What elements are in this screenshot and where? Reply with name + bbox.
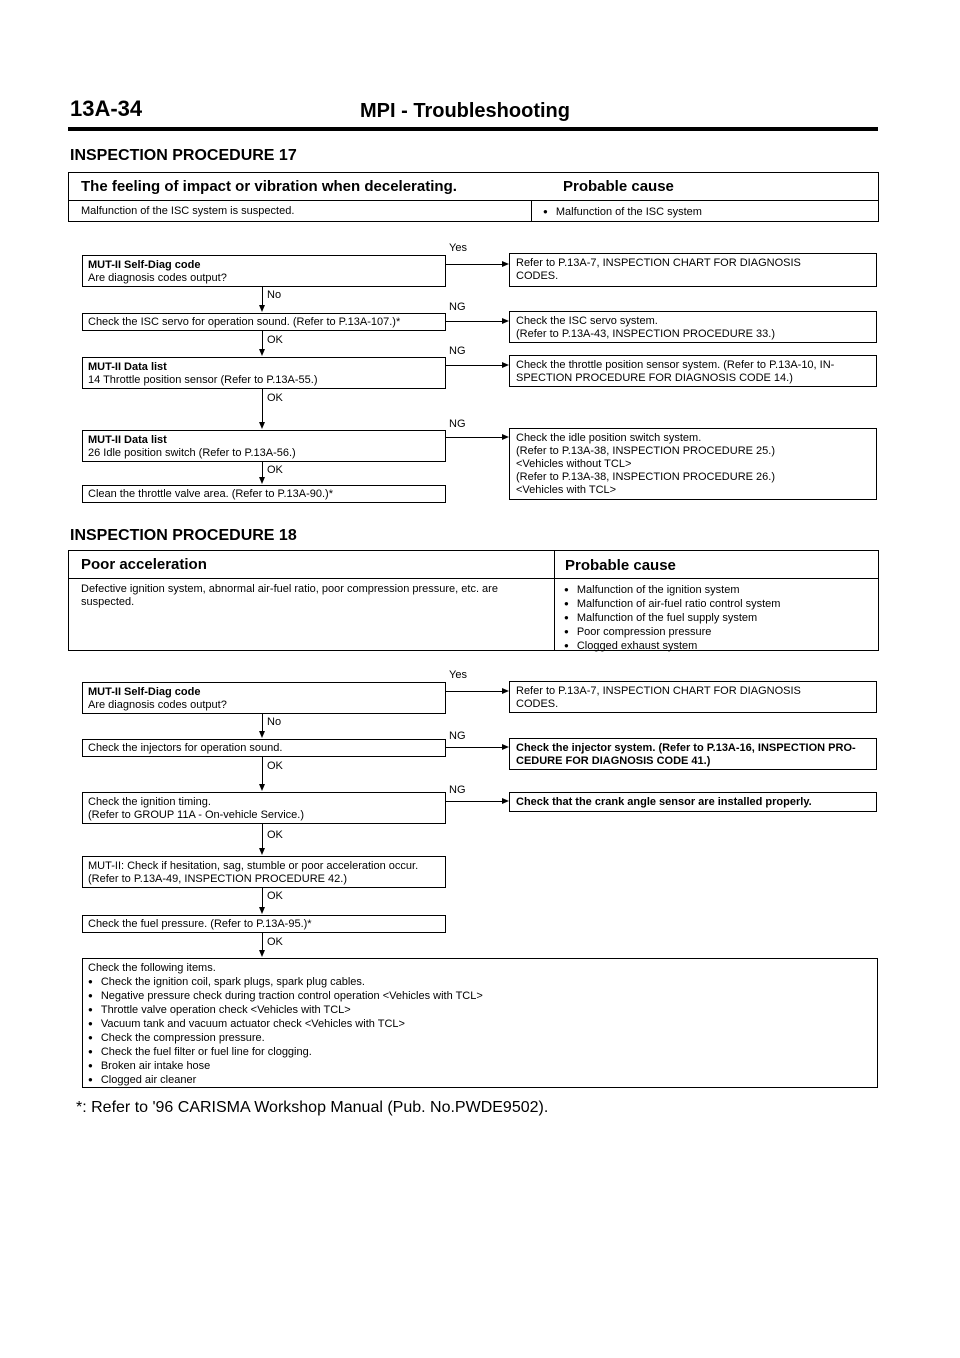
proc18-cause-list: ● Malfunction of the ignition system ● Malfunction of air-fuel ratio control system ● Malfunction of the fuel supply system ● Poor compression pressure ● Clogged exhaust system — [564, 583, 780, 653]
proc17-result-3: Check the throttle position sensor system. (Refer to P.13A-10, IN- SPECTION PROCEDURE FOR DIAGNOSIS CODE 14.) — [509, 355, 877, 387]
arrow-down-icon — [259, 349, 265, 356]
branch-label-ng: NG — [449, 345, 466, 357]
arrow-right-icon — [502, 261, 509, 267]
proc17-title: INSPECTION PROCEDURE 17 — [70, 147, 297, 164]
proc17-result-1: Refer to P.13A-7, INSPECTION CHART FOR DIAGNOSIS CODES. — [509, 253, 877, 287]
connector — [262, 824, 263, 849]
arrow-down-icon — [259, 907, 265, 914]
arrow-down-icon — [259, 477, 265, 484]
branch-label-ng: NG — [449, 784, 466, 796]
connector — [446, 365, 502, 366]
branch-label-ok: OK — [267, 890, 283, 902]
branch-label-ng: NG — [449, 730, 466, 742]
proc17-desc: Malfunction of the ISC system is suspected. — [81, 205, 295, 217]
proc18-final-checklist: Check the following items. ● Check the ignition coil, spark plugs, spark plug cables. ● Negative pressure check during traction control operation <Vehicles with TCL> ● Throttle valve operation check <Vehicles with TCL> ● Vacuum tank and vacuum actuator check <Vehicles with TCL> ● Check the compression pressure. ● Check the fuel filter or fuel line for clogging. ● Broken air intake hose ● Clogged air cleaner — [82, 958, 878, 1088]
branch-label-no: No — [267, 716, 282, 728]
branch-label-no: No — [267, 289, 282, 301]
proc17-step-1: MUT-II Self-Diag code Are diagnosis codes output? — [82, 255, 446, 287]
connector — [446, 691, 502, 692]
proc18-symptom-table — [68, 550, 879, 651]
arrow-down-icon — [259, 848, 265, 855]
branch-label-ng: NG — [449, 418, 466, 430]
connector — [446, 264, 502, 265]
branch-label-ok: OK — [267, 464, 283, 476]
proc18-symptom: Poor acceleration — [81, 556, 207, 573]
arrow-right-icon — [502, 318, 509, 324]
page-title: MPI - Troubleshooting — [360, 100, 570, 122]
connector — [446, 437, 502, 438]
proc17-step-4: MUT-II Data list 26 Idle position switch (Refer to P.13A-56.) — [82, 430, 446, 462]
proc18-step-3: Check the ignition timing. (Refer to GROUP 11A - On-vehicle Service.) — [82, 792, 446, 824]
connector — [262, 462, 263, 478]
branch-label-ok: OK — [267, 392, 283, 404]
connector — [446, 321, 502, 322]
proc17-symptom-table — [68, 172, 879, 222]
arrow-down-icon — [259, 950, 265, 957]
connector — [262, 757, 263, 785]
proc17-symptom: The feeling of impact or vibration when decelerating. — [81, 178, 457, 195]
proc18-result-1: Refer to P.13A-7, INSPECTION CHART FOR DIAGNOSIS CODES. — [509, 681, 877, 713]
proc18-title: INSPECTION PROCEDURE 18 — [70, 527, 297, 544]
connector — [262, 287, 263, 306]
branch-label-ok: OK — [267, 334, 283, 346]
connector — [446, 801, 502, 802]
branch-label-yes: Yes — [449, 242, 467, 254]
arrow-right-icon — [502, 362, 509, 368]
arrow-down-icon — [259, 305, 265, 312]
proc18-step-2: Check the injectors for operation sound. — [82, 739, 446, 757]
proc17-step-3: MUT-II Data list 14 Throttle position sensor (Refer to P.13A-55.) — [82, 357, 446, 389]
connector — [446, 747, 502, 748]
branch-label-yes: Yes — [449, 669, 467, 681]
proc18-cause-head: Probable cause — [565, 557, 676, 574]
arrow-right-icon — [502, 744, 509, 750]
arrow-right-icon — [502, 798, 509, 804]
page-number: 13A-34 — [70, 96, 143, 121]
arrow-right-icon — [502, 434, 509, 440]
proc18-result-2: Check the injector system. (Refer to P.13A-16, INSPECTION PRO- CEDURE FOR DIAGNOSIS CODE 41.) — [509, 738, 877, 770]
footnote: *: Refer to '96 CARISMA Workshop Manual (Pub. No.PWDE9502). — [76, 1099, 549, 1116]
connector — [262, 389, 263, 423]
connector — [262, 331, 263, 350]
proc17-cause-head: Probable cause — [563, 178, 674, 195]
proc18-step-1: MUT-II Self-Diag code Are diagnosis codes output? — [82, 682, 446, 714]
proc18-desc: Defective ignition system, abnormal air-fuel ratio, poor compression pressure, etc. are suspected. — [81, 583, 498, 608]
proc17-result-4: Check the idle position switch system. (Refer to P.13A-38, INSPECTION PROCEDURE 25.) <Vehicles without TCL> (Refer to P.13A-38, INSPECTION PROCEDURE 26.) <Vehicles with TCL> — [509, 428, 877, 500]
proc18-result-3: Check that the crank angle sensor are installed properly. — [509, 792, 877, 812]
proc18-step-5: Check the fuel pressure. (Refer to P.13A-95.)* — [82, 915, 446, 933]
arrow-down-icon — [259, 784, 265, 791]
connector — [262, 888, 263, 908]
branch-label-ok: OK — [267, 760, 283, 772]
arrow-right-icon — [502, 688, 509, 694]
branch-label-ng: NG — [449, 301, 466, 313]
branch-label-ok: OK — [267, 829, 283, 841]
proc17-result-2: Check the ISC servo system. (Refer to P.13A-43, INSPECTION PROCEDURE 33.) — [509, 311, 877, 343]
arrow-down-icon — [259, 731, 265, 738]
proc18-step-4: MUT-II: Check if hesitation, sag, stumble or poor acceleration occur. (Refer to P.13A-49, INSPECTION PROCEDURE 42.) — [82, 856, 446, 888]
connector — [262, 933, 263, 951]
branch-label-ok: OK — [267, 936, 283, 948]
proc17-cause-0: ● Malfunction of the ISC system — [543, 205, 702, 219]
arrow-down-icon — [259, 422, 265, 429]
connector — [262, 714, 263, 732]
proc17-step-5: Clean the throttle valve area. (Refer to P.13A-90.)* — [82, 485, 446, 503]
proc17-step-2: Check the ISC servo for operation sound. (Refer to P.13A-107.)* — [82, 313, 446, 331]
header-rule — [68, 127, 878, 131]
